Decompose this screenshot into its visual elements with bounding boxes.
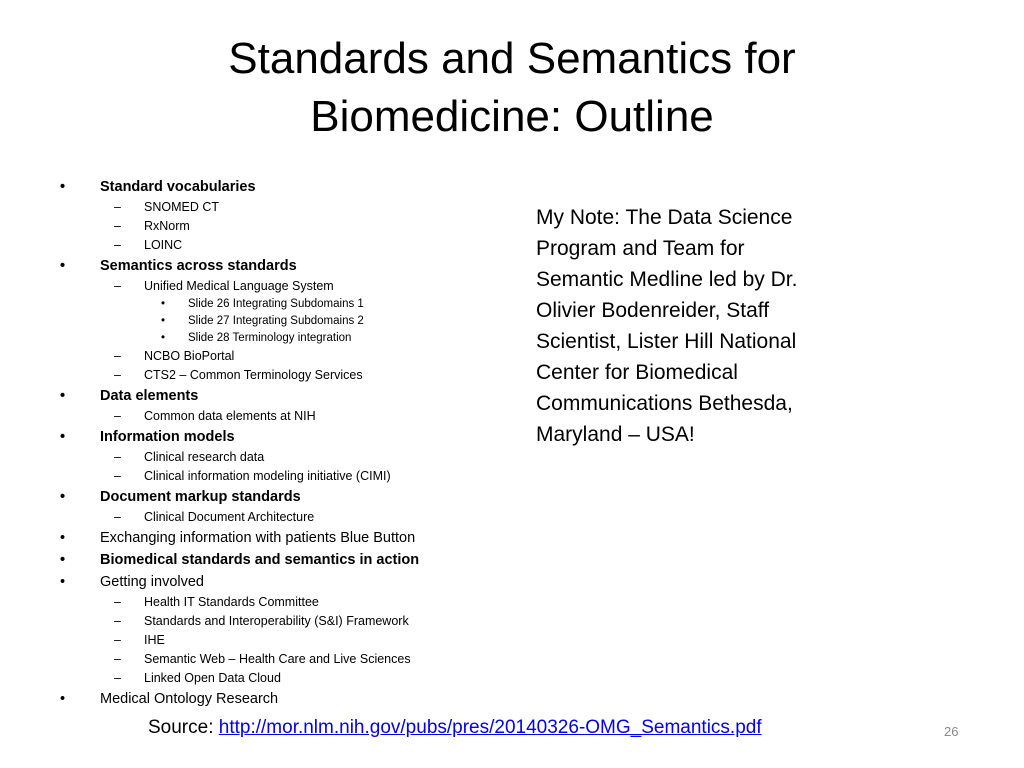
bullet-icon: • xyxy=(60,179,66,195)
dash-icon: – xyxy=(114,595,121,609)
dash-icon: – xyxy=(114,652,121,666)
outline-subitem-label: Standards and Interoperability (S&I) Framework xyxy=(144,614,409,628)
outline-subitem xyxy=(60,632,500,648)
outline-subitem xyxy=(60,367,500,383)
bullet-icon: • xyxy=(60,489,66,505)
outline-subitem-label: Unified Medical Language System xyxy=(144,279,334,293)
outline-subitem-label: Health IT Standards Committee xyxy=(144,595,319,609)
outline-item-getting-involved xyxy=(60,573,500,591)
dash-icon: – xyxy=(114,219,121,233)
outline-subitem-label: Clinical Document Architecture xyxy=(144,510,315,524)
bullet-icon: • xyxy=(60,429,66,445)
outline-item-label: Information models xyxy=(100,429,235,445)
outline-subsubitem xyxy=(60,297,500,311)
outline-subitem xyxy=(60,670,500,686)
slide-title-line-1: Standards and Semantics for xyxy=(228,34,796,83)
slide-title xyxy=(0,30,1024,146)
dash-icon: – xyxy=(114,349,121,363)
dash-icon: – xyxy=(114,633,121,647)
outline-item-information-models xyxy=(60,428,500,446)
dash-icon: – xyxy=(114,368,121,382)
outline-subsubitem-label: Slide 26 Integrating Subdomains 1 xyxy=(188,298,364,310)
outline-item-standards-in-action xyxy=(60,551,500,569)
outline-item-label: Getting involved xyxy=(100,574,204,590)
outline-subitem xyxy=(60,348,500,364)
bullet-icon: • xyxy=(60,691,66,707)
outline-subitem-label: CTS2 – Common Terminology Services xyxy=(144,368,363,382)
outline-subitem-label: Clinical information modeling initiative (CIMI) xyxy=(144,469,391,483)
outline-item-label: Data elements xyxy=(100,388,199,404)
dash-icon: – xyxy=(114,450,121,464)
outline-subitem-label: Linked Open Data Cloud xyxy=(144,671,281,685)
source-citation xyxy=(148,716,762,740)
outline-subitem-label: SNOMED CT xyxy=(144,200,219,214)
outline-item-blue-button xyxy=(60,529,500,547)
outline-subitem xyxy=(60,408,500,424)
outline-subitem xyxy=(60,509,500,525)
outline-item-label: Exchanging information with patients Blue Button xyxy=(100,530,416,546)
outline-list xyxy=(60,174,500,708)
outline-item-label: Biomedical standards and semantics in action xyxy=(100,552,420,568)
outline-subitem-label: RxNorm xyxy=(144,219,190,233)
bullet-icon: • xyxy=(161,332,166,344)
bullet-icon: • xyxy=(60,574,66,590)
outline-subitem xyxy=(60,278,500,294)
dash-icon: – xyxy=(114,510,121,524)
outline-subsubitem-label: Slide 27 Integrating Subdomains 2 xyxy=(188,315,364,327)
outline-subsubitem xyxy=(60,314,500,328)
outline-subitem xyxy=(60,651,500,667)
outline-item-standard-vocabularies xyxy=(60,178,500,196)
bullet-icon: • xyxy=(60,530,66,546)
outline-item-semantics-across-standards xyxy=(60,257,500,275)
outline-subitem xyxy=(60,613,500,629)
outline-subitem xyxy=(60,468,500,484)
slide-title-line-2: Biomedicine: Outline xyxy=(310,92,714,141)
source-link[interactable]: http://mor.nlm.nih.gov/pubs/pres/20140326-OMG_Semantics.pdf xyxy=(218,717,762,738)
bullet-icon: • xyxy=(60,258,66,274)
page-number: 26 xyxy=(944,724,959,739)
outline-subitem-label: Semantic Web – Health Care and Live Sciences xyxy=(144,652,411,666)
bullet-icon: • xyxy=(60,388,66,404)
dash-icon: – xyxy=(114,238,121,252)
dash-icon: – xyxy=(114,614,121,628)
outline-subitem xyxy=(60,237,500,253)
dash-icon: – xyxy=(114,469,121,483)
bullet-icon: • xyxy=(161,315,166,327)
outline-subsubitem-label: Slide 28 Terminology integration xyxy=(188,332,352,344)
outline-subitem xyxy=(60,199,500,215)
outline-item-label: Standard vocabularies xyxy=(100,179,256,195)
outline-item-label: Document markup standards xyxy=(100,489,301,505)
source-label: Source: xyxy=(148,717,219,738)
outline-item-label: Medical Ontology Research xyxy=(100,691,279,707)
outline-subitem-label: LOINC xyxy=(144,238,183,252)
outline-item-medical-ontology-research xyxy=(60,690,500,708)
bullet-icon: • xyxy=(161,298,166,310)
outline-subitem-label: Clinical research data xyxy=(144,450,265,464)
outline-subitem xyxy=(60,449,500,465)
dash-icon: – xyxy=(114,409,121,423)
outline-item-data-elements xyxy=(60,387,500,405)
bullet-icon: • xyxy=(60,552,66,568)
dash-icon: – xyxy=(114,200,121,214)
outline-item-label: Semantics across standards xyxy=(100,258,297,274)
outline-subitem-label: IHE xyxy=(144,633,165,647)
outline-subitem xyxy=(60,594,500,610)
outline-item-document-markup-standards xyxy=(60,488,500,506)
outline-subsubitem xyxy=(60,331,500,345)
side-note: My Note: The Data Science Program and Team for Semantic Medline led by Dr. Olivier Bodenreider, Staff Scientist, Lister Hill National Center for Biomedical Communications Bethesda, Maryland – USA! xyxy=(536,206,798,446)
dash-icon: – xyxy=(114,279,121,293)
outline-subitem-label: NCBO BioPortal xyxy=(144,349,235,363)
outline-subitem xyxy=(60,218,500,234)
dash-icon: – xyxy=(114,671,121,685)
outline-subitem-label: Common data elements at NIH xyxy=(144,409,316,423)
